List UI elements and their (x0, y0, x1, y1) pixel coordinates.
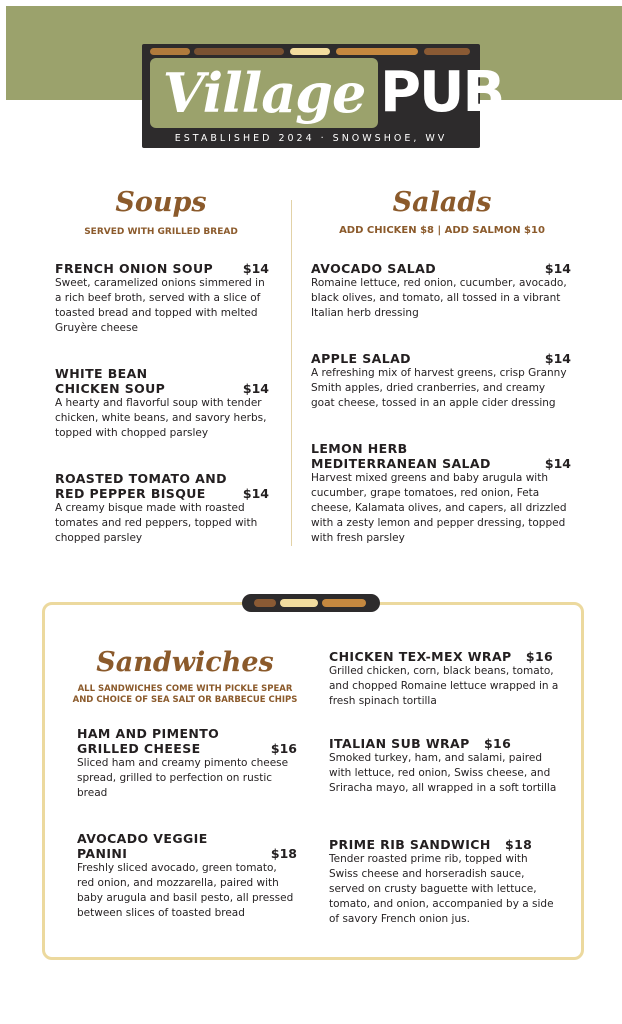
item-description: Harvest mixed greens and baby arugula with cucumber, grape tomatoes, red onion, Feta cheese, Kalamata olives, and capers, all drizzled with a zesty lemon and pepper dressing, topped with fresh parsley (311, 472, 567, 544)
soup-item (55, 261, 269, 336)
item-name (329, 649, 559, 664)
item-name-line1: AVOCADO VEGGIE (77, 831, 208, 846)
soups-title: Soups (115, 187, 207, 218)
item-description: A creamy bisque made with roasted tomates and red peppers, topped with chopped parsley (55, 502, 258, 544)
logo-village-text: Village (162, 61, 366, 125)
soups-subtitle: SERVED WITH GRILLED BREAD (84, 227, 238, 237)
item-name-line2: RED PEPPER BISQUE (55, 486, 206, 501)
salads-subtitle: ADD CHICKEN $8 | ADD SALMON $10 (339, 225, 545, 236)
logo-established-text: ESTABLISHED 2024 · SNOWSHOE, WV (174, 133, 448, 144)
item-description: A hearty and flavorful soup with tender chicken, white beans, and savory herbs, topped with chopped parsley (55, 397, 267, 439)
item-description: Smoked turkey, ham, and salami, paired with lettuce, red onion, Swiss cheese, and Sriracha mayo, all wrapped in a soft tortilla (329, 752, 557, 794)
item-price: $16 (483, 736, 512, 751)
item-price: $16 (525, 649, 554, 664)
sandwich-item (77, 726, 297, 801)
item-name: FRENCH ONION SOUP (55, 261, 214, 276)
item-name-text: CHICKEN TEX-MEX WRAP (329, 649, 512, 664)
item-name: APPLE SALAD (311, 351, 411, 366)
item-price: $14 (242, 261, 269, 276)
salads-title: Salads (392, 187, 492, 218)
item-name-line1: LEMON HERB (311, 441, 408, 456)
item-description: A refreshing mix of harvest greens, crisp Granny Smith apples, dried cranberries, and creamy goat cheese, tossed in an apple cider dressing (311, 367, 567, 409)
sandwiches-subtitle-line2: AND CHOICE OF SEA SALT OR BARBECUE CHIPS (72, 695, 298, 705)
item-description: Grilled chicken, corn, black beans, tomato, and chopped Romaine lettuce wrapped in a fresh spinach tortilla (329, 665, 559, 707)
sandwich-item (329, 649, 559, 709)
item-name-text: PRIME RIB SANDWICH (329, 837, 491, 852)
item-name (329, 736, 559, 751)
sandwich-item (77, 831, 297, 921)
item-price: $14 (242, 486, 269, 501)
item-price: $14 (544, 261, 571, 276)
frame-cap-decoration (242, 594, 380, 612)
item-name-line2: PANINI (77, 846, 128, 861)
item-description: Sliced ham and creamy pimento cheese spread, grilled to perfection on rustic bread (77, 757, 289, 799)
item-price: $14 (544, 351, 571, 366)
salad-item (311, 261, 571, 321)
item-name: AVOCADO SALAD (311, 261, 436, 276)
item-price: $14 (544, 456, 571, 471)
item-description: Romaine lettuce, red onion, cucumber, avocado, black olives, and tomato, all tossed in a vibrant Italian herb dressing (311, 277, 567, 319)
item-name-line2: MEDITERRANEAN SALAD (311, 456, 491, 471)
soup-item (55, 366, 269, 441)
item-description: Freshly sliced avocado, green tomato, red onion, and mozzarella, paired with baby arugula and basil pesto, all pressed between slices of toasted bread (77, 862, 294, 919)
item-name-text: ITALIAN SUB WRAP (329, 736, 470, 751)
item-description: Sweet, caramelized onions simmered in a rich beef broth, served with a slice of toasted bread and topped with melted Gruyère cheese (55, 277, 265, 334)
soup-item (55, 471, 269, 546)
sandwiches-subtitle-line1: ALL SANDWICHES COME WITH PICKLE SPEAR (77, 684, 293, 694)
item-price: $14 (242, 381, 269, 396)
salad-item (311, 351, 571, 411)
item-description: Tender roasted prime rib, topped with Swiss cheese and horseradish sauce, served on crusty baguette with lettuce, tomato, and onion, accompanied by a side of savory French onion jus. (329, 853, 554, 925)
item-name-line2: GRILLED CHEESE (77, 741, 201, 756)
item-name-line1: HAM AND PIMENTO (77, 726, 220, 741)
item-name-line1: WHITE BEAN (55, 366, 148, 381)
logo-pub-text: PUB (380, 60, 504, 125)
sandwich-item (329, 736, 559, 796)
item-price: $16 (270, 741, 297, 756)
sandwich-item (329, 837, 559, 927)
column-divider (291, 200, 292, 546)
salad-item (311, 441, 571, 546)
village-pub-logo (142, 44, 504, 148)
sandwiches-title: Sandwiches (96, 647, 274, 678)
item-name-line1: ROASTED TOMATO AND (55, 471, 227, 486)
logo-stripe-decoration (142, 48, 480, 56)
item-name-line2: CHICKEN SOUP (55, 381, 166, 396)
item-name (329, 837, 559, 852)
item-price: $18 (270, 846, 297, 861)
item-price: $18 (504, 837, 533, 852)
